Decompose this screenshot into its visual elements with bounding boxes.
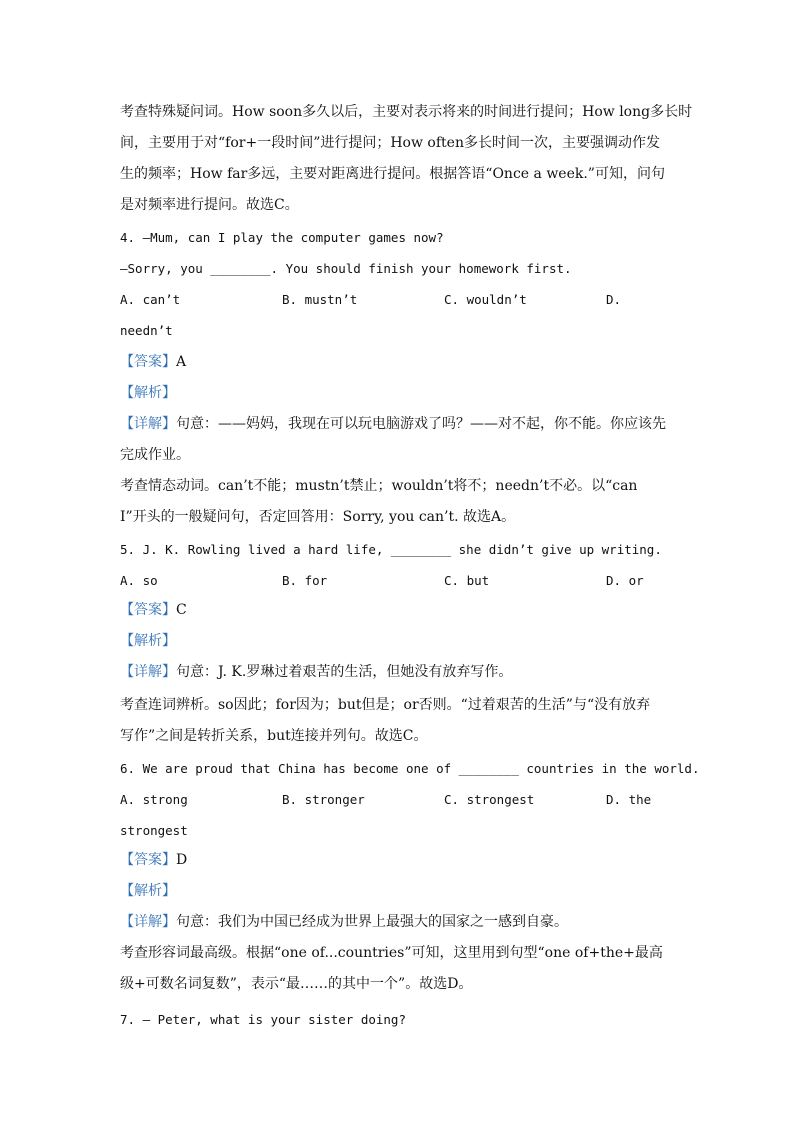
q6-option-c: C. strongest [444, 792, 535, 807]
q4-answer [120, 352, 680, 372]
q5-option-c: C. but [444, 573, 490, 588]
answer-value: D [176, 852, 188, 868]
q3-explanation-line-1: 考查特殊疑问词。How soon多久以后，主要对表示将来的时间进行提问；How long多长时 [120, 104, 693, 120]
q6-option-b: B. stronger [282, 792, 365, 807]
detail-tag: 【详解】 [120, 914, 176, 930]
q4-detail-line-2: 完成作业。 [120, 447, 190, 463]
q5-detail-line-2: 考查连词辨析。so因此；for因为；but但是；or否则。“过着艰苦的生活”与“没有放弃 [120, 697, 651, 713]
q5-analysis-tag: 【解析】 [120, 633, 176, 649]
detail-tag: 【详解】 [120, 664, 176, 680]
detail-text: 句意：——妈妈，我现在可以玩电脑游戏了吗？——对不起，你不能。你应该先 [176, 416, 666, 432]
q4-option-a: A. can’t [120, 292, 181, 307]
answer-value: A [176, 354, 187, 370]
q3-explanation-line-4: 是对频率进行提问。故选C。 [120, 197, 299, 213]
answer-value: C [176, 602, 187, 618]
q4-detail-line-3: 考查情态动词。can’t不能；mustn’t禁止；wouldn’t将不；needn’t不必。以“can [120, 478, 638, 494]
q5-stem: 5. J. K. Rowling lived a hard life, ________ she didn’t give up writing. [120, 542, 662, 557]
q4-stem-line-1: 4. —Mum, can I play the computer games now? [120, 230, 444, 245]
q6-option-d-continued: strongest [120, 823, 188, 838]
q5-option-a: A. so [120, 573, 158, 588]
q4-stem-line-2: —Sorry, you ________. You should finish your homework first. [120, 261, 572, 276]
q3-explanation-line-3: 生的频率；How far多远，主要对距离进行提问。根据答语“Once a week.”可知，问句 [120, 166, 665, 182]
q6-detail-line-3: 级+可数名词复数”，表示“最……的其中一个”。故选D。 [120, 976, 473, 992]
q5-detail-line-3: 写作”之间是转折关系，but连接并列句。故选C。 [120, 728, 428, 744]
q6-stem: 6. We are proud that China has become one of ________ countries in the world. [120, 761, 700, 776]
detail-text: 句意：我们为中国已经成为世界上最强大的国家之一感到自豪。 [176, 914, 568, 930]
detail-tag: 【详解】 [120, 416, 176, 432]
answer-tag: 【答案】 [120, 852, 176, 868]
q5-option-d: D. or [606, 573, 644, 588]
q6-option-d: D. the [606, 792, 652, 807]
q5-answer [120, 600, 680, 620]
q4-detail-line-1 [120, 414, 680, 434]
q6-detail-line-1 [120, 912, 680, 932]
answer-tag: 【答案】 [120, 602, 176, 618]
q3-explanation-line-2: 间，主要用于对“for+一段时间”进行提问；How often多长时间一次，主要强调动作发 [120, 135, 660, 151]
q6-analysis-tag: 【解析】 [120, 883, 176, 899]
q6-option-a: A. strong [120, 792, 188, 807]
q6-answer [120, 850, 680, 870]
q4-option-d: D. [606, 292, 622, 307]
q4-option-b: B. mustn’t [282, 292, 358, 307]
q7-stem: 7. — Peter, what is your sister doing? [120, 1012, 406, 1027]
q5-detail-line-1 [120, 662, 680, 682]
answer-tag: 【答案】 [120, 354, 176, 370]
detail-text: 句意：J. K.罗琳过着艰苦的生活，但她没有放弃写作。 [176, 664, 513, 680]
q4-option-d-continued: needn’t [120, 323, 173, 338]
q5-option-b: B. for [282, 573, 328, 588]
q4-analysis-tag: 【解析】 [120, 385, 176, 401]
q4-option-c: C. wouldn’t [444, 292, 527, 307]
q6-detail-line-2: 考查形容词最高级。根据“one of...countries”可知，这里用到句型“one of+the+最高 [120, 945, 663, 961]
q4-detail-line-4: I”开头的一般疑问句，否定回答用：Sorry, you can’t. 故选A。 [120, 509, 516, 525]
